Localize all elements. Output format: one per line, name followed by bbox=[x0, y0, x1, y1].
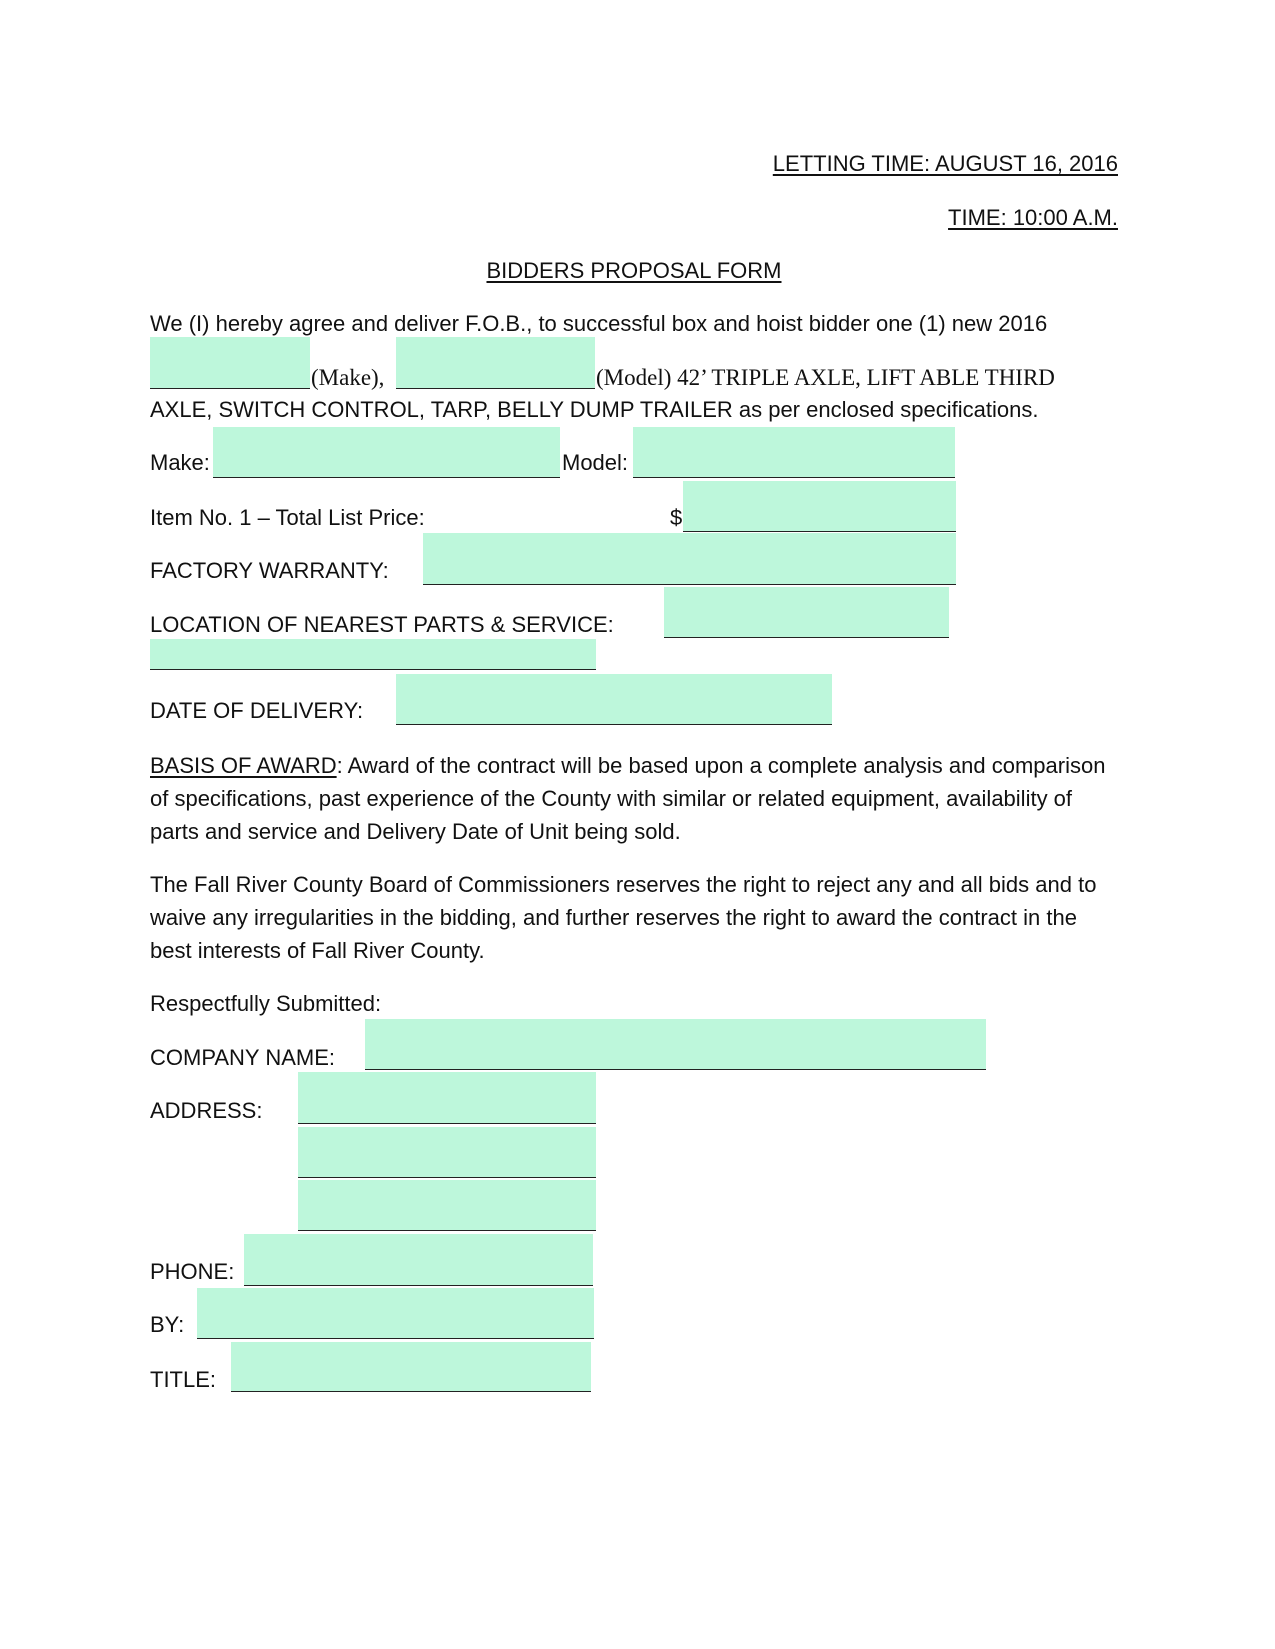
intro-make-field[interactable] bbox=[150, 337, 310, 389]
page-title: BIDDERS PROPOSAL FORM bbox=[486, 258, 782, 283]
date-of-delivery-field[interactable] bbox=[396, 674, 832, 725]
by-field[interactable] bbox=[197, 1288, 594, 1339]
make-label: Make: bbox=[150, 450, 210, 475]
basis-text: : Award of the contract will be based upon a complete analysis and comparison of specifications, past experience of the County with similar or related equipment, availability of parts and service and Delivery Date of Unit being sold. bbox=[150, 753, 1106, 844]
title-label: TITLE: bbox=[150, 1367, 217, 1392]
dollar-sign: $ bbox=[670, 505, 683, 530]
address-field-3[interactable] bbox=[298, 1180, 596, 1231]
letting-time: LETTING TIME: AUGUST 16, 2016 bbox=[772, 151, 1118, 176]
location-field[interactable] bbox=[664, 587, 949, 638]
warranty-label: FACTORY WARRANTY: bbox=[150, 558, 389, 583]
location-field-line-2[interactable] bbox=[150, 639, 596, 670]
phone-label: PHONE: bbox=[150, 1259, 235, 1284]
intro-make-suffix: (Make), bbox=[311, 365, 385, 390]
reserve-paragraph: The Fall River County Board of Commissioners reserves the right to reject any and all bids and to waive any irregularities in the bidding, and further reserves the right to award the contract in the best interests of Fall River County. bbox=[150, 872, 1097, 963]
model-field[interactable] bbox=[633, 427, 955, 478]
company-name-field[interactable] bbox=[365, 1019, 986, 1070]
address-field-2[interactable] bbox=[298, 1127, 596, 1178]
letting-hour: TIME: 10:00 A.M. bbox=[948, 205, 1118, 230]
total-list-price-field[interactable] bbox=[683, 481, 956, 532]
basis-heading: BASIS OF AWARD bbox=[150, 753, 337, 778]
intro-model-suffix: (Model) 42’ TRIPLE AXLE, LIFT ABLE THIRD bbox=[596, 365, 1055, 390]
by-label: BY: bbox=[150, 1312, 185, 1337]
make-field[interactable] bbox=[213, 427, 560, 478]
title-field[interactable] bbox=[231, 1342, 591, 1392]
model-label: Model: bbox=[562, 450, 629, 475]
delivery-label: DATE OF DELIVERY: bbox=[150, 698, 364, 723]
factory-warranty-field[interactable] bbox=[423, 533, 956, 585]
basis-of-award bbox=[150, 749, 1110, 848]
intro-line-3: AXLE, SWITCH CONTROL, TARP, BELLY DUMP TRAILER as per enclosed specifications. bbox=[150, 397, 1039, 422]
address-field-1[interactable] bbox=[298, 1072, 596, 1124]
location-label: LOCATION OF NEAREST PARTS & SERVICE: bbox=[150, 612, 614, 637]
intro-model-field[interactable] bbox=[396, 337, 595, 389]
phone-field[interactable] bbox=[244, 1234, 593, 1286]
address-label: ADDRESS: bbox=[150, 1098, 263, 1123]
item-price-label: Item No. 1 – Total List Price: bbox=[150, 505, 425, 530]
company-label: COMPANY NAME: bbox=[150, 1045, 335, 1070]
respectfully-submitted: Respectfully Submitted: bbox=[150, 991, 382, 1016]
intro-line-1: We (I) hereby agree and deliver F.O.B., to successful box and hoist bidder one (1) new 2016 bbox=[150, 311, 1048, 336]
